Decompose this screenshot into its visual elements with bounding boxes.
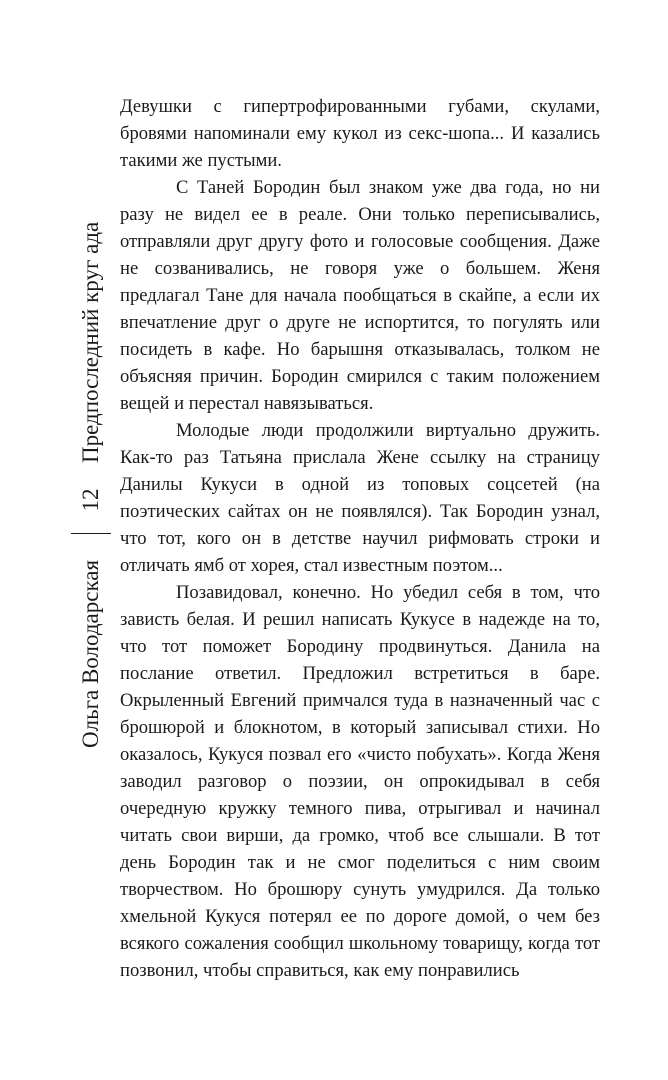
- body-text: [120, 93, 600, 984]
- paragraph: Девушки с гипертрофированными губами, скулами, бровями напоминали ему кукол из секс-шопа... И казались такими же пустыми.: [120, 96, 600, 171]
- page-number: 12: [78, 488, 103, 512]
- paragraph: Молодые люди продолжили виртуально дружить. Как-то раз Татьяна прислала Жене ссылку на страницу Данилы Кукуси в одной из топовых соцсетей (на поэтических сайтах он не появлялся). Так Бородин узнал, что тот, кого он в детстве научил рифмовать строки и отличать ямб от хорея, стал известным поэтом...: [120, 420, 600, 576]
- author-name: Ольга Володарская: [78, 559, 103, 748]
- paragraph: Позавидовал, конечно. Но убедил себя в том, что зависть белая. И решил написать Кукусе в надежде на то, что тот поможет Бородину продвинуться. Данила на послание ответил. Предложил встретиться в баре. Окрыленный Евгений примчался туда в назначенный час с брошюрой и блокнотом, в который записывал стихи. Но оказалось, Кукуся позвал его «чисто побухать». Когда Женя заводил разговор о поэзии, он опрокидывал в себя очередную кружку темного пива, отрыгивал и начинал читать свои вирши, да громко, чтоб все слышали. В тот день Бородин так и не смог поделиться с ним своим творчеством. Но брошюру сунуть умудрился. Да только хмельной Кукуся потерял ее по дороге домой, о чем без всякого сожаления сообщил школьному товарищу, когда тот позвонил, чтобы справиться, как ему понравились: [120, 582, 600, 981]
- divider-rule: [71, 533, 111, 534]
- book-title: Предпоследний круг ада: [78, 221, 103, 463]
- paragraph: С Таней Бородин был знаком уже два года, но ни разу не видел ее в реале. Они только переписывались, отправляли друг другу фото и голосовые сообщения. Даже не созванивались, не говоря уже о большем. Женя предлагал Тане для начала пообщаться в скайпе, а если их впечатление друг о друге не испортится, то погулять или посидеть в кафе. Но барышня отказывалась, толком не объясняя причин. Бородин смирился с таким положением вещей и перестал навязываться.: [120, 177, 600, 414]
- running-head: [62, 188, 120, 748]
